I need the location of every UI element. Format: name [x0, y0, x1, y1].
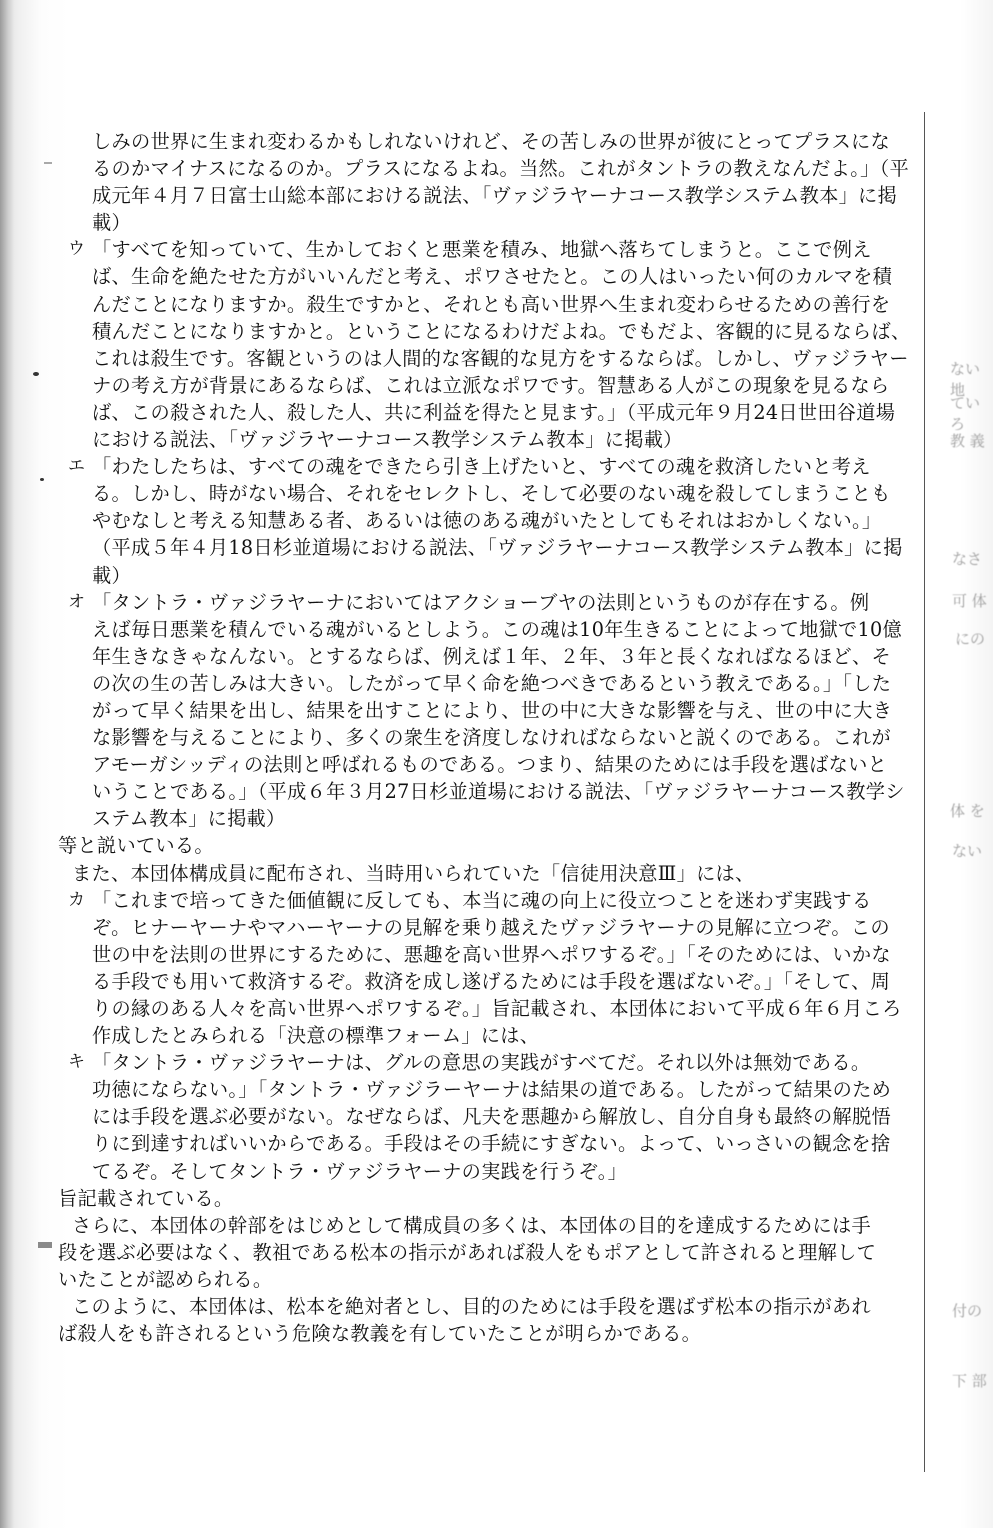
text-line: また、本団体構成員に配布され、当時用いられていた「信徒用決意Ⅲ」には、	[72, 861, 755, 885]
scan-mark	[44, 162, 52, 164]
text-line: がって早く結果を出し、結果を出すことにより、世の中に大きな影響を与え、世の中に大き	[92, 698, 893, 722]
text-line: 載）	[92, 563, 131, 587]
text-line: カ 「これまで培ってきた価値観に反しても、本当に魂の向上に役立つことを迷わず実践する	[58, 887, 916, 914]
bleed-through-text: ない	[952, 842, 983, 860]
bleed-through-text: にの	[955, 630, 986, 648]
text-line: オ 「タントラ・ヴァジラヤーナにおいてはアクショーブヤの法則というものが存在する。例	[58, 589, 916, 616]
text-line: いたことが認められる。	[58, 1267, 273, 1291]
text-line: いうことである。」（平成６年３月27日杉並道場における説法、「ヴァジラヤーナコース教学シ	[92, 780, 905, 804]
text-line: （平成５年４月18日杉並道場における説法、「ヴァジラヤーナコース教学システム教本」に掲	[92, 536, 903, 560]
text-line: てるぞ。そしてタントラ・ヴァジラヤーナの実践を行うぞ。」	[92, 1159, 628, 1183]
text-line: ステム教本」に掲載）	[92, 807, 286, 831]
bleed-through-text: ていろ	[950, 394, 981, 433]
text-line: さらに、本団体の幹部をはじめとして構成員の多くは、本団体の目的を達成するためには手	[72, 1213, 871, 1237]
scan-mark	[38, 1242, 52, 1248]
scan-speck	[33, 372, 39, 376]
item-marker-o: オ	[68, 591, 86, 612]
text-line: る手段でも用いて救済するぞ。救済を成し遂げるためには手段を選ばないぞ。」「そして、周	[92, 969, 891, 993]
body-text	[58, 128, 916, 1347]
text-line: 載）	[92, 211, 131, 235]
text-line: には手段を選ぶ必要がない。なぜならば、凡夫を悪趣から解放し、自分自身も最終の解脱悟	[92, 1105, 891, 1129]
item-marker-ki: キ	[68, 1052, 86, 1073]
binding-shadow	[0, 0, 14, 1528]
text-line: りの縁のある人々を高い世界へポワするぞ。」旨記載され、本団体において平成６年６月ころ	[92, 997, 902, 1020]
margin-rule	[924, 112, 925, 1472]
text-line: 世の中を法則の世界にするために、悪趣を高い世界へポワするぞ。」「そのためには、いかな	[92, 942, 891, 966]
item-marker-e: エ	[68, 456, 86, 477]
text-line: ば、この殺された人、殺した人、共に利益を得たと見ます。」（平成元年９月24日世田谷道場	[92, 400, 896, 424]
text-line: るのかマイナスになるのか。プラスになるよね。当然。これがタントラの教えなんだよ。」（平	[92, 157, 910, 181]
text-line: えば毎日悪業を積んでいる魂がいるとしよう。この魂は10年生きることによって地獄で10億	[92, 617, 903, 641]
text-line: このように、本団体は、松本を絶対者とし、目的のためには手段を選ばず松本の指示があれ	[72, 1295, 871, 1319]
text-line: りに到達すればいいからである。手段はその手続にすぎない。よって、いっさいの観念を捨	[92, 1132, 891, 1156]
text-line: の次の生の苦しみは大きい。したがって早く命を絶つべきであるという教えである。」「した	[92, 671, 892, 695]
text-line: ば、生命を絶たせた方がいいんだと考え、ポワさせたと。この人はいったい何のカルマを積	[92, 265, 893, 289]
text-line: 段を選ぶ必要はなく、教祖である松本の指示があれば殺人をもポアとして許されると理解して	[58, 1240, 877, 1264]
bleed-through-text: なさ	[952, 550, 983, 568]
text-line: における説法、「ヴァジラヤーナコース教学システム教本」に掲載）	[92, 428, 683, 452]
bleed-through-text: 体 を	[950, 802, 985, 820]
bleed-through-text: ない 地	[950, 360, 981, 399]
text-line: やむなしと考える知慧ある者、あるいは徳のある魂がいたとしてもそれはおかしくない。」	[92, 509, 882, 533]
item-marker-u: ウ	[68, 239, 86, 260]
bleed-through-text: 可 体	[952, 592, 987, 610]
text-line: アモーガシッディの法則と呼ばれるものである。つまり、結果のためには手段を選ばないと	[92, 753, 888, 777]
text-line: ば殺人をも許されるという危険な教義を有していたことが明らかである。	[58, 1322, 702, 1346]
text-line: エ 「わたしたちは、すべての魂をできたら引き上げたいと、すべての魂を救済したいと考え	[58, 453, 916, 480]
text-line: る。しかし、時がない場合、それをセレクトし、そして必要のない魂を殺してしまうことも	[92, 482, 891, 506]
text-line: ウ 「すべてを知っていて、生かしておくと悪業を積み、地獄へ落ちてしまうと。ここで例え	[58, 236, 916, 263]
scan-speck	[40, 478, 44, 481]
text-line: キ 「タントラ・ヴァジラヤーナは、グルの意思の実践がすべてだ。それ以外は無効である。	[58, 1049, 916, 1076]
text-line: 成元年４月７日富士山総本部における説法、「ヴァジラヤーナコース教学システム教本」に掲	[92, 184, 898, 208]
text-line: しみの世界に生まれ変わるかもしれないけれど、その苦しみの世界が彼にとってプラスにな	[92, 130, 891, 153]
bleed-through-text: 教 義	[950, 432, 985, 450]
text-line: ナの考え方が背景にあるならば、これは立派なポワです。智慧ある人がこの現象を見るなら	[92, 373, 890, 397]
text-line: 積んだことになりますかと。ということになるわけだよね。でもだよ、客観的に見るならば、	[92, 319, 911, 343]
bleed-through-text: 付の	[952, 1302, 983, 1320]
text-line: な影響を与えることにより、多くの衆生を済度しなければならないと説くのである。これが	[92, 726, 891, 750]
text-line: 年生きなきゃなんない。とするならば、例えば１年、２年、３年と長くなればなるほど、そ	[92, 644, 891, 668]
text-line: んだことになりますか。殺生ですかと、それとも高い世界へ生まれ変わらせるための善行を	[92, 292, 891, 316]
text-line: これは殺生です。客観というのは人間的な客観的な見方をするならば。しかし、ヴァジラヤー	[92, 346, 909, 370]
text-line: 旨記載されている。	[58, 1186, 234, 1210]
text-line: 作成したとみられる「決意の標準フォーム」には、	[92, 1024, 540, 1048]
text-line: ぞ。ヒナーヤーナやマハーヤーナの見解を乗り越えたヴァジラヤーナの見解に立つぞ。この	[92, 915, 890, 939]
bleed-through-text: 下 部	[952, 1372, 987, 1390]
text-line: 等と説いている。	[58, 834, 214, 858]
text-line: 功徳にならない。」「タントラ・ヴァジラーヤーナは結果の道である。したがって結果のため	[92, 1078, 892, 1102]
item-marker-ka: カ	[68, 889, 86, 910]
